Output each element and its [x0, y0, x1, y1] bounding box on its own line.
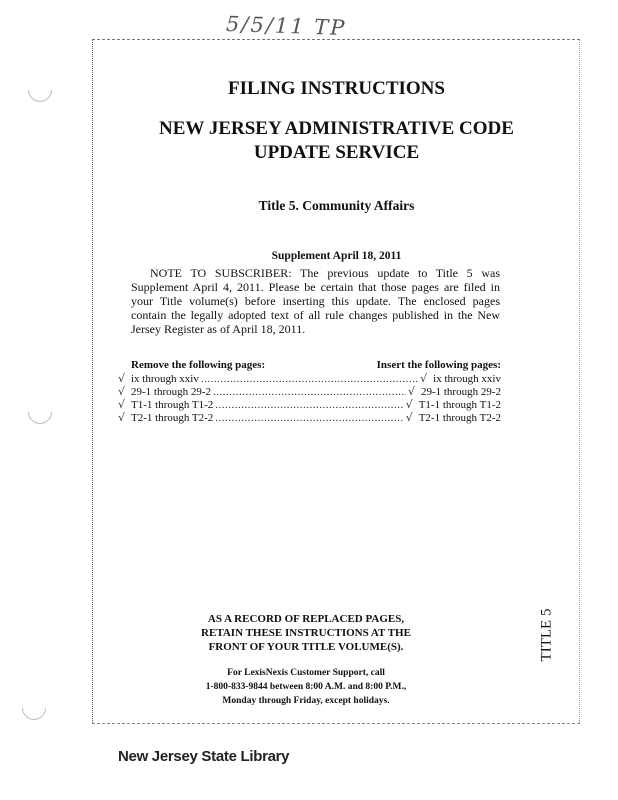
insert-header: Insert the following pages: — [376, 359, 501, 371]
punch-hole-top — [23, 73, 57, 107]
check-mark-icon: √ — [420, 372, 428, 385]
check-mark-icon: √ — [118, 398, 126, 411]
page-row — [118, 411, 501, 424]
filing-title: FILING INSTRUCTIONS — [228, 78, 445, 99]
page-row — [118, 385, 501, 398]
title-name: Title 5. Community Affairs — [258, 198, 415, 213]
record-instructions — [93, 612, 519, 654]
check-mark-icon: √ — [407, 385, 415, 398]
dot-leader — [215, 398, 403, 412]
check-mark-icon: √ — [118, 385, 126, 398]
check-mark-icon: √ — [118, 411, 126, 424]
title-side-tab — [527, 598, 567, 672]
remove-pages: 29-1 through 29-2 — [131, 386, 212, 398]
remove-pages: ix through xxiv — [131, 373, 199, 385]
remove-pages: T2-1 through T2-2 — [131, 412, 214, 424]
dot-leader — [213, 385, 406, 399]
dot-leader — [201, 372, 418, 386]
punch-hole-middle — [23, 395, 57, 429]
record-line: RETAIN THESE INSTRUCTIONS AT THE — [201, 627, 411, 639]
page-row — [118, 398, 501, 411]
support-line: For LexisNexis Customer Support, call — [227, 668, 385, 678]
page-list-header — [118, 358, 501, 372]
code-title-line1: NEW JERSEY ADMINISTRATIVE CODE — [159, 118, 514, 139]
insert-pages: ix through xxiv — [433, 373, 501, 385]
remove-pages: T1-1 through T1-2 — [131, 399, 214, 411]
insert-pages: 29-1 through 29-2 — [420, 386, 501, 398]
record-line: AS A RECORD OF REPLACED PAGES, — [207, 613, 405, 625]
side-tab-label: TITLE 5 — [538, 608, 555, 662]
supplement-date: Supplement April 18, 2011 — [271, 250, 402, 262]
dot-leader — [215, 411, 403, 425]
punch-hole-bottom — [17, 691, 51, 725]
support-line: Monday through Friday, except holidays. — [222, 696, 390, 706]
insert-pages: T1-1 through T1-2 — [418, 399, 501, 411]
remove-header: Remove the following pages: — [131, 359, 266, 371]
frame-bottom-border — [92, 723, 580, 724]
page-replacement-list — [118, 358, 501, 424]
frame-top-border — [92, 39, 580, 40]
customer-support-info — [93, 666, 519, 708]
note-to-subscriber: NOTE TO SUBSCRIBER: The previous update to Title 5 was Supplement April 4, 2011. Please be certain that those pages are filed in your Title volume(s) before inserting this update. The enclosed pages contain the legally adopted text of all rule changes published in the New Jersey Register as of April 18, 2011. — [131, 266, 500, 336]
handwritten-date: 5/5/11 TP — [225, 11, 347, 41]
page-row — [118, 372, 501, 385]
record-line: FRONT OF YOUR TITLE VOLUME(S). — [208, 641, 404, 653]
check-mark-icon: √ — [405, 398, 413, 411]
code-title-line2: UPDATE SERVICE — [253, 142, 420, 163]
check-mark-icon: √ — [118, 372, 126, 385]
support-line: 1-800-833-9844 between 8:00 A.M. and 8:00 P.M., — [205, 682, 407, 692]
library-stamp: New Jersey State Library — [118, 748, 290, 765]
insert-pages: T2-1 through T2-2 — [418, 412, 501, 424]
check-mark-icon: √ — [405, 411, 413, 424]
